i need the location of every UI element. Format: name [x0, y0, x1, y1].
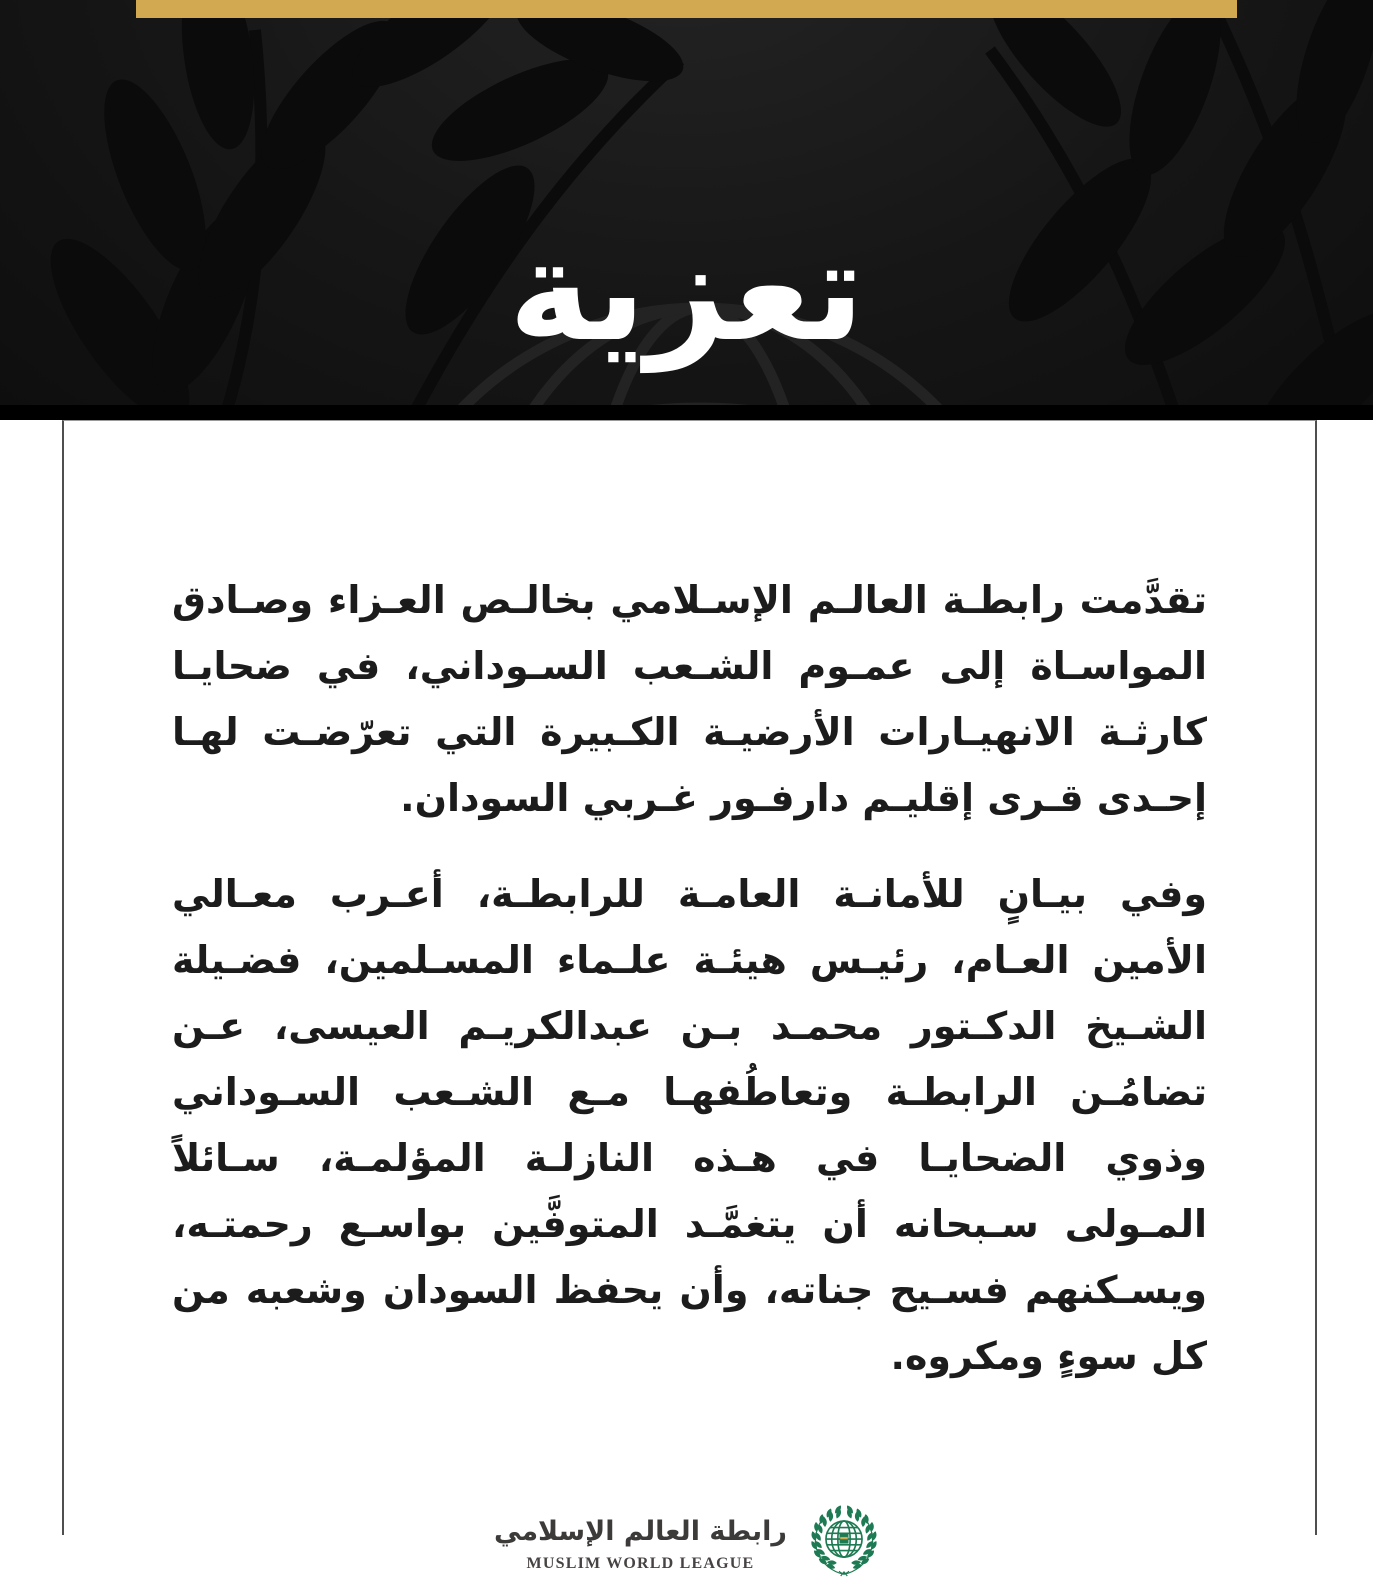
mwl-english-name: MUSLIM WORLD LEAGUE	[526, 1555, 755, 1572]
mwl-logo-block	[64, 1501, 1315, 1587]
statement-card	[62, 420, 1317, 1572]
gold-accent-bar	[136, 0, 1237, 18]
mwl-globe-emblem-icon	[803, 1501, 885, 1587]
header-bottom-strip	[0, 405, 1373, 420]
condolence-calligraphy-title: تعزية	[508, 210, 865, 373]
condolence-message	[172, 567, 1207, 1389]
hero-header	[0, 0, 1373, 420]
paragraph-2: وفي بيـانٍ للأمانـة العامـة للرابطـة، أعـرب معـالي الأمين العـام، رئيـس هيئـة علـماء المسـلمين، فضـيلة الشـيخ الدكـتور محمـد بـن عبدالكريـم العيسى، عـن تضامُـن الرابطـة وتعاطُفهـا مـع الشـعب السـوداني وذوي الضحايـا في هـذه النازلـة المؤلمـة، سـائلاً المـولى سـبحانه أن يتغمَّـد المتوفَّين بواسـع رحمتـه، ويسـكنهم فسـيح جناته، وأن يحفظ السودان وشعبه من كل سوءٍ ومكروه.	[172, 872, 1207, 1378]
mwl-arabic-name: رابطة العالم الإسلامي	[494, 1516, 787, 1547]
mwl-logo-text	[494, 1515, 787, 1573]
paragraph-1: تقدَّمت رابطـة العالـم الإسـلامي بخالـص العـزاء وصـادق المواسـاة إلى عمـوم الشـعب السـوداني، في ضحايـا كارثـة الانهيـارات الأرضيـة الكـبيرة التي تعرّضـت لهـا إحـدى قـرى إقليـم دارفـور غـربي السودان.	[172, 578, 1207, 820]
